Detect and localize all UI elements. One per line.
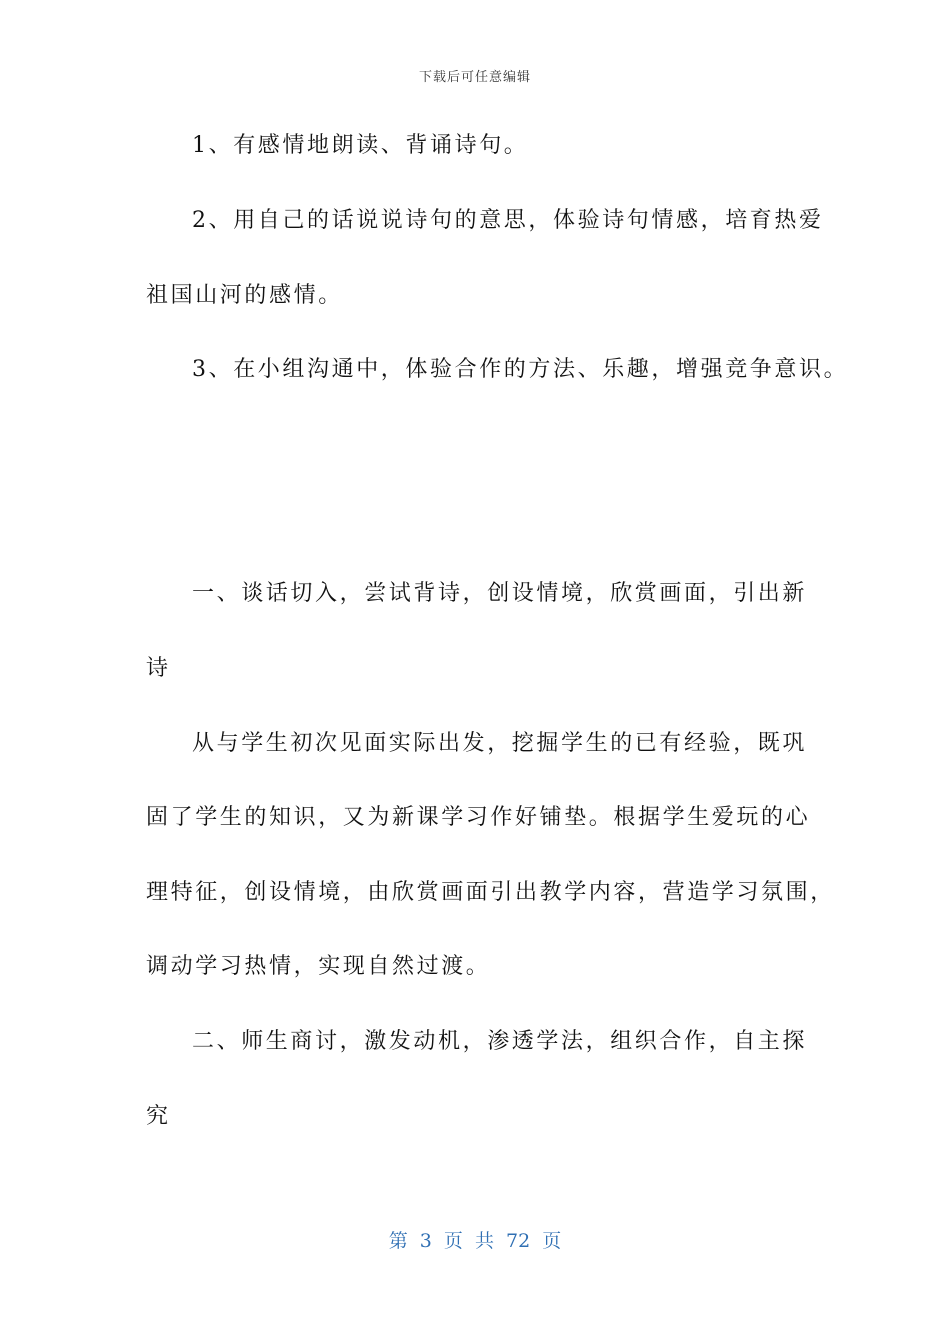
page-number: 第 3 页 共 72 页 [388,1230,562,1252]
paragraph-line: 1、有感情地朗读、背诵诗句。 [192,133,529,158]
paragraph-line: 理特征，创设情境，由欣赏画面引出教学内容，营造学习氛围， [146,880,835,905]
paragraph-line: 究 [146,1104,171,1129]
page-header: 下载后可任意编辑 [418,70,531,85]
paragraph-line: 一、谈话切入，尝试背诗，创设情境，欣赏画面，引出新 [192,581,808,606]
paragraph-line: 3、在小组沟通中，体验合作的方法、乐趣，增强竞争意识。 [192,357,849,382]
paragraph-line: 二、师生商讨，激发动机，渗透学法，组织合作，自主探 [192,1029,808,1054]
paragraph-line: 祖国山河的感情。 [146,283,343,308]
paragraph-line: 固了学生的知识，又为新课学习作好铺垫。根据学生爱玩的心 [146,805,811,830]
paragraph-line: 诗 [146,656,171,681]
paragraph-line: 调动学习热情，实现自然过渡。 [146,954,491,979]
paragraph-line: 2、用自己的话说说诗句的意思，体验诗句情感，培育热爱 [192,208,824,233]
paragraph-line: 从与学生初次见面实际出发，挖掘学生的已有经验，既巩 [192,731,808,756]
